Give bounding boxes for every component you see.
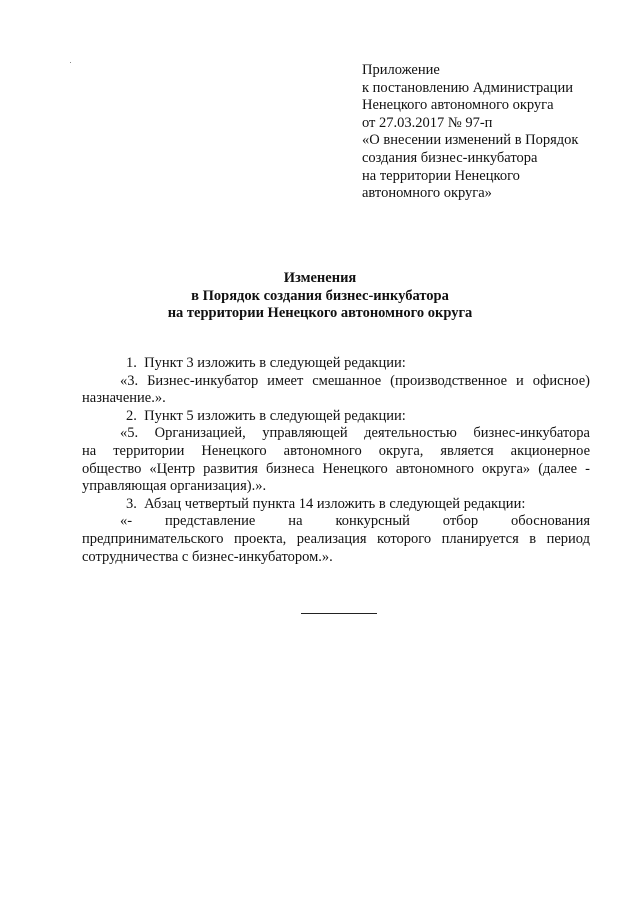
document-body [82,355,590,566]
annex-line: Приложение [362,62,440,78]
item-text-line: «3. Бизнес-инкубатор имеет смешанное (производственное и офисное) [120,372,590,389]
end-separator-line [301,613,377,614]
item-text-line: «5. Организацией, управляющей деятельностью бизнес-инкубатора [120,425,590,442]
document-title [0,270,640,323]
title-line: на территории Ненецкого автономного округа [167,305,473,322]
annex-line: «О внесении изменений в Порядок [362,132,579,149]
item-heading: 2. Пункт 5 изложить в следующей редакции: [126,407,406,424]
annex-line: Ненецкого автономного округа [362,97,554,114]
annex-block [362,62,612,203]
item-text-line: назначение.». [82,390,166,407]
annex-line: от 27.03.2017 № 97-п [362,114,493,131]
item-text-line: общество «Центр развития бизнеса Ненецкого автономного округа» (далее - [82,460,590,477]
title-line: Изменения [283,270,357,286]
scan-speck [70,62,71,63]
item-heading: 1. Пункт 3 изложить в следующей редакции: [126,355,406,371]
item-text-line: на территории Ненецкого автономного округа, является акционерное [82,442,590,459]
annex-line: создания бизнес-инкубатора [362,149,538,166]
item-text-line: предпринимательского проекта, реализация которого планируется в период [82,530,590,547]
annex-line: автономного округа» [362,185,492,202]
annex-line: к постановлению Администрации [362,79,573,96]
title-line: в Порядок создания бизнес-инкубатора [191,287,449,304]
item-heading: 3. Абзац четвертый пункта 14 изложить в следующей редакции: [126,495,526,512]
item-text-line: сотрудничества с бизнес-инкубатором.». [82,548,333,565]
item-text-line: «- представление на конкурсный отбор обоснования [120,513,590,530]
annex-line: на территории Ненецкого [362,167,520,184]
item-text-line: управляющая организация).». [82,478,267,495]
